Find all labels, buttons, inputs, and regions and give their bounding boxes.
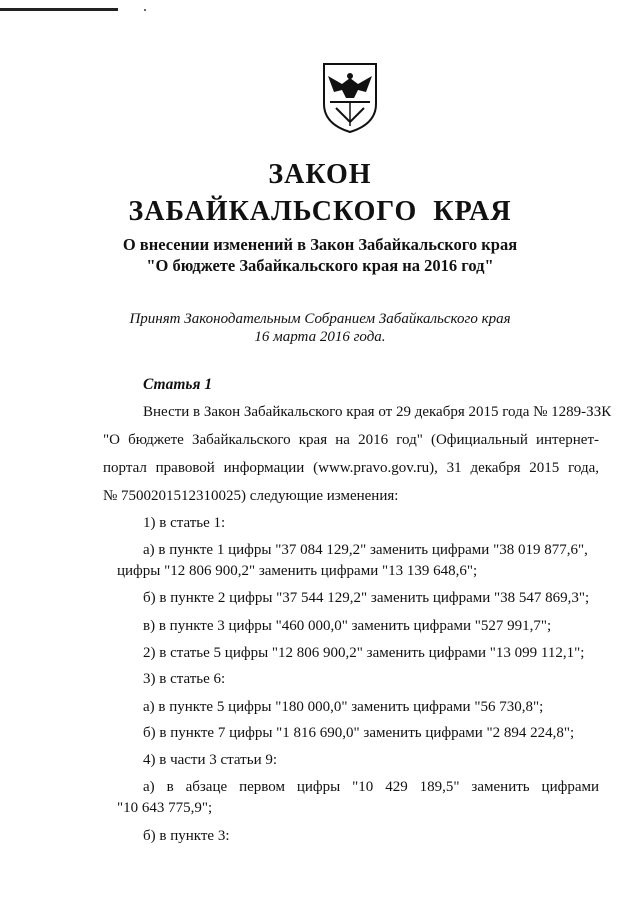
body-line: а) в пункте 5 цифры "180 000,0" заменить цифрами "56 730,8";	[143, 699, 544, 715]
law-title: ЗАКОН	[268, 159, 372, 190]
body-line: а) в абзаце первом цифры "10 429 189,5" заменить цифрами	[143, 779, 599, 795]
adoption-date: 16 марта 2016 года.	[254, 329, 386, 345]
body-line: б) в пункте 3:	[143, 828, 230, 844]
law-subtitle-line-1: О внесении изменений в Закон Забайкальского края	[122, 235, 518, 254]
law-region: ЗАБАЙКАЛЬСКОГО КРАЯ	[128, 196, 512, 227]
article-heading: Статья 1	[143, 376, 213, 393]
body-line: Внести в Закон Забайкальского края от 29 декабря 2015 года № 1289-ЗЗК	[143, 404, 612, 420]
body-line: 2) в статье 5 цифры "12 806 900,2" заменить цифрами "13 099 112,1";	[143, 645, 585, 661]
scan-artifact-dot	[144, 9, 146, 11]
coat-of-arms-emblem	[320, 62, 380, 134]
adoption-note-line-1: Принят Законодательным Собранием Забайкальского края	[129, 311, 511, 327]
body-line: а) в пункте 1 цифры "37 084 129,2" заменить цифрами "38 019 877,6",	[143, 542, 588, 558]
body-line: портал правовой информации (www.pravo.gov.ru), 31 декабря 2015 года,	[103, 460, 599, 476]
body-line: № 7500201512310025) следующие изменения:	[103, 488, 399, 504]
body-line: "О бюджете Забайкальского края на 2016 год" (Официальный интернет-	[103, 432, 599, 448]
body-line: 1) в статье 1:	[143, 515, 226, 531]
body-line: 3) в статье 6:	[143, 671, 226, 687]
body-line: "10 643 775,9";	[117, 800, 213, 816]
scan-artifact-line	[0, 8, 118, 11]
body-line: 4) в части 3 статьи 9:	[143, 752, 278, 768]
law-subtitle-line-2: "О бюджете Забайкальского края на 2016 год"	[146, 256, 494, 275]
body-line: цифры "12 806 900,2" заменить цифрами "13 139 648,6";	[117, 563, 478, 579]
body-line: б) в пункте 2 цифры "37 544 129,2" заменить цифрами "38 547 869,3";	[143, 590, 590, 606]
body-line: в) в пункте 3 цифры "460 000,0" заменить цифрами "527 991,7";	[143, 618, 552, 634]
body-line: б) в пункте 7 цифры "1 816 690,0" заменить цифрами "2 894 224,8";	[143, 725, 575, 741]
